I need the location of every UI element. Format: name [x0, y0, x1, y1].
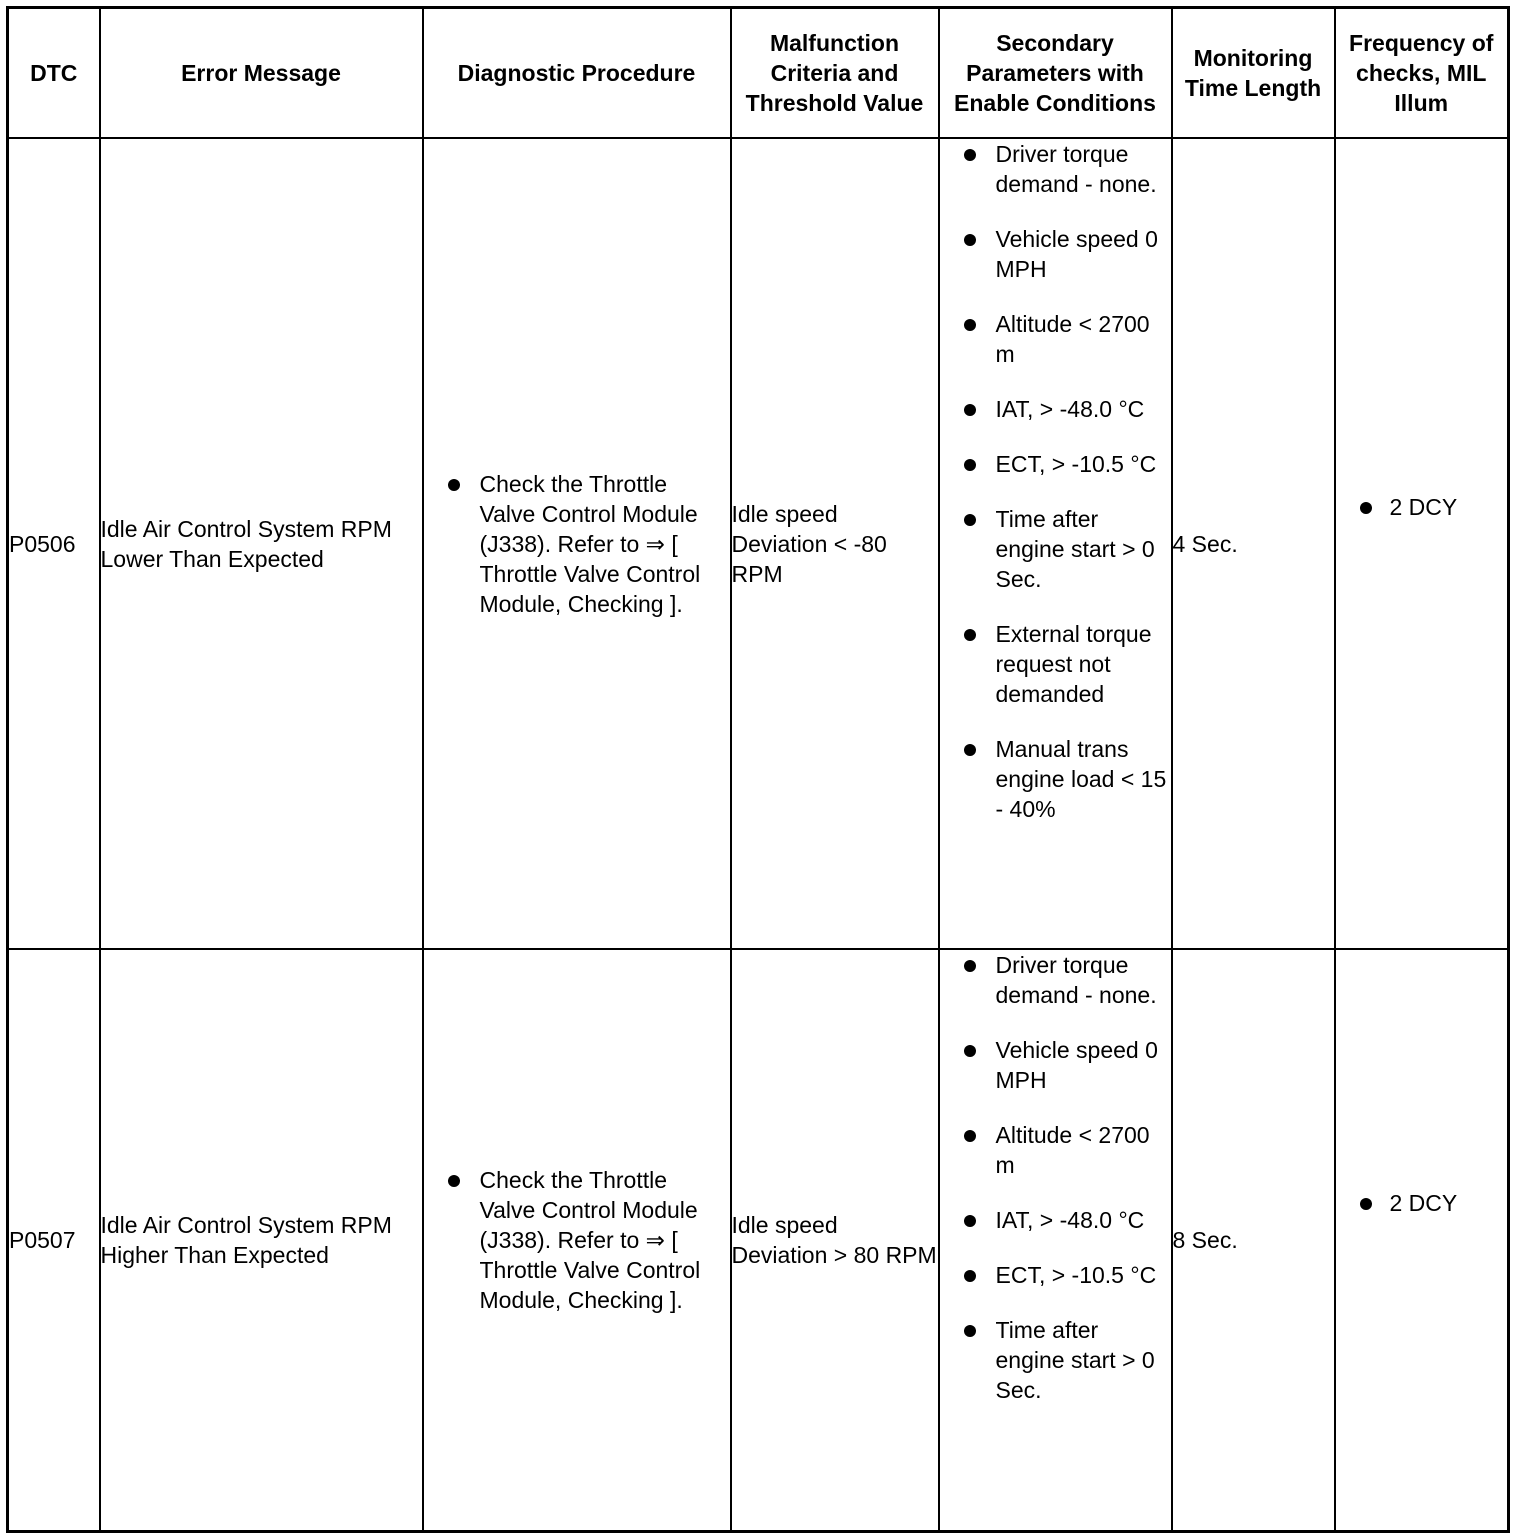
error-message: Idle Air Control System RPM Lower Than Expected: [100, 138, 423, 949]
frequency: [1335, 949, 1509, 1532]
condition-item: Vehicle speed 0 MPH: [940, 1035, 1171, 1095]
condition-item: ECT, > -10.5 °C: [940, 1260, 1171, 1290]
condition-item: Time after engine start > 0 Sec.: [940, 504, 1171, 594]
procedure-item: Check the Throttle Valve Control Module (J338). Refer to ⇒ [ Throttle Valve Control Module, Checking ].: [424, 1165, 730, 1315]
condition-item: IAT, > -48.0 °C: [940, 394, 1171, 424]
diagnostic-procedure: [423, 949, 731, 1532]
header-monitoring-time: Monitoring Time Length: [1172, 8, 1335, 139]
enable-conditions: [939, 949, 1172, 1532]
dtc-code: P0507: [8, 949, 100, 1532]
condition-item: Manual trans engine load < 15 - 40%: [940, 734, 1171, 824]
diagnostic-procedure: [423, 138, 731, 949]
enable-conditions: [939, 138, 1172, 949]
condition-item: Vehicle speed 0 MPH: [940, 224, 1171, 284]
header-secondary-parameters: Secondary Parameters with Enable Conditions: [939, 8, 1172, 139]
frequency-item: 2 DCY: [1336, 492, 1508, 522]
header-dtc: DTC: [8, 8, 100, 139]
dtc-code: P0506: [8, 138, 100, 949]
frequency: [1335, 138, 1509, 949]
condition-item: ECT, > -10.5 °C: [940, 449, 1171, 479]
condition-item: Driver torque demand - none.: [940, 139, 1171, 199]
frequency-item: 2 DCY: [1336, 1188, 1508, 1218]
monitoring-time: 4 Sec.: [1172, 138, 1335, 949]
condition-item: IAT, > -48.0 °C: [940, 1205, 1171, 1235]
table-row: [8, 138, 1509, 949]
header-error-message: Error Message: [100, 8, 423, 139]
condition-item: Time after engine start > 0 Sec.: [940, 1315, 1171, 1405]
malfunction-criteria: Idle speed Deviation > 80 RPM: [731, 949, 939, 1532]
dtc-table: [6, 6, 1510, 1533]
condition-item: Altitude < 2700 m: [940, 1120, 1171, 1180]
table-row: [8, 949, 1509, 1532]
header-frequency: Frequency of checks, MIL Illum: [1335, 8, 1509, 139]
error-message: Idle Air Control System RPM Higher Than Expected: [100, 949, 423, 1532]
header-diagnostic-procedure: Diagnostic Procedure: [423, 8, 731, 139]
condition-item: Altitude < 2700 m: [940, 309, 1171, 369]
condition-item: Driver torque demand - none.: [940, 950, 1171, 1010]
procedure-item: Check the Throttle Valve Control Module (J338). Refer to ⇒ [ Throttle Valve Control Module, Checking ].: [424, 469, 730, 619]
monitoring-time: 8 Sec.: [1172, 949, 1335, 1532]
header-row: [8, 8, 1509, 139]
condition-item: External torque request not demanded: [940, 619, 1171, 709]
header-malfunction-criteria: Malfunction Criteria and Threshold Value: [731, 8, 939, 139]
malfunction-criteria: Idle speed Deviation < -80 RPM: [731, 138, 939, 949]
